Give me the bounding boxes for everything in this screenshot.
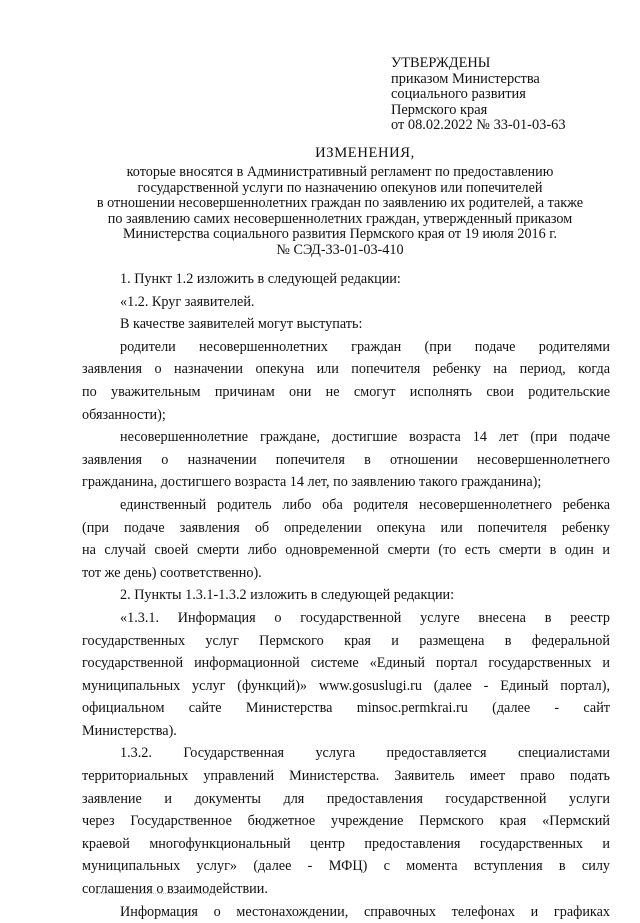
paragraph-line: официальном сайте Министерства minsoc.permkrai.ru (далее - сайт — [82, 700, 610, 717]
approval-order-number: от 08.02.2022 № 33-01-03-63 — [391, 117, 566, 133]
paragraph-line: 1.3.2. Государственная услуга предоставляется специалистами — [120, 745, 610, 762]
paragraph-line: единственный родитель либо оба родителя несовершеннолетнего ребенка — [120, 496, 610, 513]
paragraph-line: муниципальных услуг (функций)» www.gosuslugi.ru (далее - Единый портал), — [82, 677, 610, 694]
paragraph-line: территориальных управлений Министерства. Заявитель имеет право подать — [82, 768, 610, 785]
paragraph-line: соглашения о взаимодействии. — [82, 881, 268, 898]
paragraph-line: Информация о местонахождении, справочных телефонах и графиках — [120, 903, 610, 920]
paragraph-line: обязанности); — [82, 406, 166, 423]
subtitle-line: которые вносятся в Административный регламент по предоставлению — [126, 164, 554, 180]
subtitle-line: по заявлению самих несовершеннолетних граждан, утвержденный приказом — [107, 210, 573, 227]
paragraph-line: через Государственное бюджетное учреждение Пермского края «Пермский — [82, 813, 610, 830]
paragraph-line: несовершеннолетние граждане, достигшие возраста 14 лет (при подаче — [120, 429, 610, 446]
paragraph-line: Министерства). — [82, 722, 177, 739]
approval-heading: УТВЕРЖДЕНЫ — [391, 55, 491, 71]
subtitle-line: в отношении несовершеннолетних граждан по заявлению их родителей, а также — [96, 195, 584, 212]
document-body — [82, 268, 610, 923]
paragraph-line: государственной информационной системе «Единый портал государственных и — [82, 655, 610, 672]
paragraph-line: 2. Пункты 1.3.1-1.3.2 изложить в следующей редакции: — [120, 587, 455, 604]
subtitle-line: № СЭД-33-01-03-410 — [276, 241, 404, 258]
scan-artifact-line — [96, 893, 216, 894]
paragraph-line: по уважительным причинам они не смогут исполнять свои родительские — [82, 383, 610, 400]
paragraph-line: 1. Пункт 1.2 изложить в следующей редакции: — [120, 271, 401, 287]
document-title: ИЗМЕНЕНИЯ, — [315, 145, 415, 161]
paragraph-line: заявление и документы для предоставления государственной услуги — [82, 790, 610, 807]
paragraph-line: краевой многофункциональный центр предоставления государственных и — [82, 835, 610, 852]
paragraph-line: муниципальных услуг» (далее - МФЦ) с момента вступления в силу — [82, 858, 610, 875]
paragraph-line: родители несовершеннолетних граждан (при подаче родителями — [120, 338, 610, 355]
paragraph-line: заявления о назначении попечителя в отношении несовершеннолетнего — [82, 451, 610, 468]
paragraph-line: на случай своей смерти либо одновременной смерти (то есть смерти в один и — [82, 542, 610, 559]
paragraph-line: В качестве заявителей могут выступать: — [120, 316, 363, 333]
subtitle-line: Министерства социального развития Пермского края от 19 июля 2016 г. — [122, 226, 558, 243]
subtitle-line: государственной услуги по назначению опекунов или попечителей — [137, 179, 543, 196]
approval-stamp — [391, 56, 566, 134]
paragraph-line: тот же день) соответственно). — [82, 564, 262, 581]
approval-line: Пермского края — [391, 101, 488, 118]
paragraph-line: «1.3.1. Информация о государственной услуге внесена в реестр — [120, 609, 610, 626]
paragraph-line: государственных услуг Пермского края и размещена в федеральной — [82, 632, 610, 649]
approval-line: приказом Министерства — [391, 70, 540, 87]
paragraph-line: заявления о назначении опекуна или попечителя ребенку на период, когда — [82, 361, 610, 378]
document-subtitle — [70, 165, 610, 259]
paragraph-line: «1.2. Круг заявителей. — [120, 293, 255, 310]
approval-line: социального развития — [391, 86, 526, 102]
paragraph-line: гражданина, достигшего возраста 14 лет, по заявлению такого гражданина); — [82, 474, 542, 491]
paragraph-line: (при подаче заявления об определении опекуна или попечителя ребенку — [82, 519, 610, 536]
